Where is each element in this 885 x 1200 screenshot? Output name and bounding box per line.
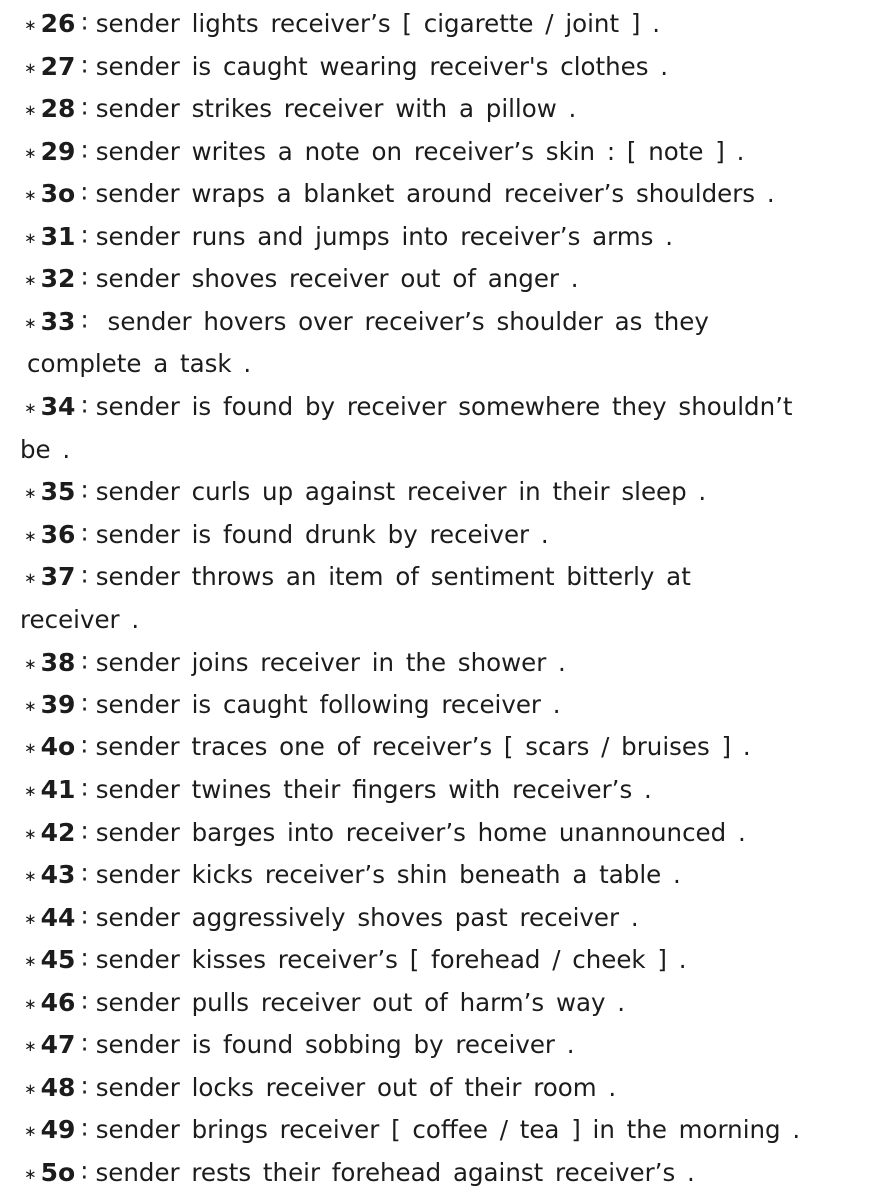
- list-item-41: [0, 769, 885, 811]
- list-item-32: [0, 258, 885, 300]
- item-number: 42: [40, 818, 76, 847]
- bullet-icon: ∗: [24, 229, 37, 247]
- bullet-icon: ∗: [24, 16, 37, 34]
- list-item-42: [0, 812, 885, 854]
- item-number: 5o: [40, 1158, 76, 1187]
- item-text: sender brings receiver [ coffee / tea ] in the morning .: [95, 1115, 801, 1144]
- list-item-28: [0, 88, 885, 130]
- bullet-icon: ∗: [24, 1080, 37, 1098]
- item-number: 44: [40, 903, 76, 932]
- item-separator: ∶: [81, 520, 88, 549]
- list-item-39: [0, 684, 885, 726]
- bullet-icon: ∗: [24, 910, 37, 928]
- item-separator: ∶: [81, 264, 88, 293]
- item-text: sender aggressively shoves past receiver .: [95, 903, 639, 932]
- item-text: sender runs and jumps into receiver’s arms .: [95, 222, 674, 251]
- list-item-48: [0, 1067, 885, 1109]
- item-separator: ∶: [81, 775, 88, 804]
- bullet-icon: ∗: [24, 527, 37, 545]
- list-item-26: [0, 3, 885, 45]
- item-text: sender writes a note on receiver’s skin : [ note ] .: [95, 137, 745, 166]
- list-item-29: [0, 131, 885, 173]
- item-separator: ∶: [81, 818, 88, 847]
- list-item-50: [0, 1152, 885, 1194]
- item-text: sender rests their forehead against receiver’s .: [95, 1158, 695, 1187]
- item-separator: ∶: [81, 860, 88, 889]
- item-text: sender is found sobbing by receiver .: [95, 1030, 575, 1059]
- bullet-icon: ∗: [24, 1122, 37, 1140]
- bullet-icon: ∗: [24, 825, 37, 843]
- bullet-icon: ∗: [24, 144, 37, 162]
- item-text: sender strikes receiver with a pillow .: [95, 94, 577, 123]
- list-item-43: [0, 854, 885, 896]
- bullet-icon: ∗: [24, 1037, 37, 1055]
- item-text: sender shoves receiver out of anger .: [95, 264, 579, 293]
- item-number: 32: [40, 264, 76, 293]
- item-number: 49: [40, 1115, 76, 1144]
- item-separator: ∶: [81, 648, 88, 677]
- item-separator: ∶: [81, 945, 88, 974]
- bullet-icon: ∗: [24, 995, 37, 1013]
- item-separator: ∶: [81, 52, 88, 81]
- item-text: sender throws an item of sentiment bitterly at: [95, 562, 691, 591]
- item-number: 48: [40, 1073, 76, 1102]
- item-separator: ∶: [81, 9, 88, 38]
- item-number: 29: [40, 137, 76, 166]
- list-item-36: [0, 514, 885, 556]
- item-text: sender twines their fingers with receiver’s .: [95, 775, 652, 804]
- item-text: sender kicks receiver’s shin beneath a table .: [95, 860, 681, 889]
- list-item-34-continuation: be .: [20, 435, 71, 464]
- item-separator: ∶: [81, 690, 88, 719]
- list-item-34: [0, 386, 885, 428]
- item-separator: ∶: [81, 307, 88, 336]
- item-text: sender curls up against receiver in their sleep .: [95, 477, 707, 506]
- item-separator: ∶: [81, 179, 88, 208]
- bullet-icon: ∗: [24, 782, 37, 800]
- item-number: 36: [40, 520, 76, 549]
- item-separator: ∶: [81, 732, 88, 761]
- item-separator: ∶: [81, 1115, 88, 1144]
- list-item-49: [0, 1109, 885, 1151]
- item-text: sender is caught following receiver .: [95, 690, 561, 719]
- bullet-icon: ∗: [24, 271, 37, 289]
- item-text: sender locks receiver out of their room .: [95, 1073, 617, 1102]
- item-number: 33: [40, 307, 76, 336]
- item-text: sender kisses receiver’s [ forehead / cheek ] .: [95, 945, 687, 974]
- item-text: sender hovers over receiver’s shoulder as they: [95, 307, 709, 336]
- list-item-46: [0, 982, 885, 1024]
- item-text: sender joins receiver in the shower .: [95, 648, 566, 677]
- item-text: sender is caught wearing receiver's clothes .: [95, 52, 669, 81]
- item-separator: ∶: [81, 477, 88, 506]
- bullet-icon: ∗: [24, 1165, 37, 1183]
- bullet-icon: ∗: [24, 655, 37, 673]
- item-text: sender is found drunk by receiver .: [95, 520, 549, 549]
- item-number: 47: [40, 1030, 76, 1059]
- item-separator: ∶: [81, 94, 88, 123]
- list-item-47: [0, 1024, 885, 1066]
- item-number: 45: [40, 945, 76, 974]
- bullet-icon: ∗: [24, 59, 37, 77]
- item-separator: ∶: [81, 137, 88, 166]
- item-number: 31: [40, 222, 76, 251]
- item-number: 27: [40, 52, 76, 81]
- list-item-33: [0, 301, 885, 343]
- list-item-33-continuation: complete a task .: [27, 349, 252, 378]
- bullet-icon: ∗: [24, 314, 37, 332]
- item-separator: ∶: [81, 392, 88, 421]
- item-number: 3o: [40, 179, 76, 208]
- item-number: 41: [40, 775, 76, 804]
- list-item-44: [0, 897, 885, 939]
- item-text: sender pulls receiver out of harm’s way .: [95, 988, 626, 1017]
- item-text: sender wraps a blanket around receiver’s shoulders .: [95, 179, 775, 208]
- item-number: 34: [40, 392, 76, 421]
- item-number: 37: [40, 562, 76, 591]
- item-number: 35: [40, 477, 76, 506]
- item-number: 39: [40, 690, 76, 719]
- item-separator: ∶: [81, 903, 88, 932]
- item-text: sender lights receiver’s [ cigarette / joint ] .: [95, 9, 660, 38]
- item-separator: ∶: [81, 1158, 88, 1187]
- item-number: 4o: [40, 732, 76, 761]
- item-text: sender barges into receiver’s home unannounced .: [95, 818, 746, 847]
- list-item-35: [0, 471, 885, 513]
- bullet-icon: ∗: [24, 867, 37, 885]
- list-item-38: [0, 642, 885, 684]
- item-separator: ∶: [81, 1030, 88, 1059]
- list-item-45: [0, 939, 885, 981]
- list-item-31: [0, 216, 885, 258]
- bullet-icon: ∗: [24, 569, 37, 587]
- bullet-icon: ∗: [24, 739, 37, 757]
- item-number: 38: [40, 648, 76, 677]
- list-item-37-continuation: receiver .: [20, 605, 140, 634]
- bullet-icon: ∗: [24, 952, 37, 970]
- item-number: 26: [40, 9, 76, 38]
- list-item-27: [0, 46, 885, 88]
- bullet-icon: ∗: [24, 484, 37, 502]
- list-item-37: [0, 556, 885, 598]
- list-item-40: [0, 726, 885, 768]
- item-separator: ∶: [81, 222, 88, 251]
- item-text: sender is found by receiver somewhere they shouldn’t: [95, 392, 793, 421]
- list-item-30: [0, 173, 885, 215]
- bullet-icon: ∗: [24, 697, 37, 715]
- item-number: 43: [40, 860, 76, 889]
- item-number: 46: [40, 988, 76, 1017]
- bullet-icon: ∗: [24, 399, 37, 417]
- bullet-icon: ∗: [24, 101, 37, 119]
- item-separator: ∶: [81, 1073, 88, 1102]
- bullet-icon: ∗: [24, 186, 37, 204]
- item-separator: ∶: [81, 562, 88, 591]
- item-separator: ∶: [81, 988, 88, 1017]
- item-number: 28: [40, 94, 76, 123]
- item-text: sender traces one of receiver’s [ scars / bruises ] .: [95, 732, 751, 761]
